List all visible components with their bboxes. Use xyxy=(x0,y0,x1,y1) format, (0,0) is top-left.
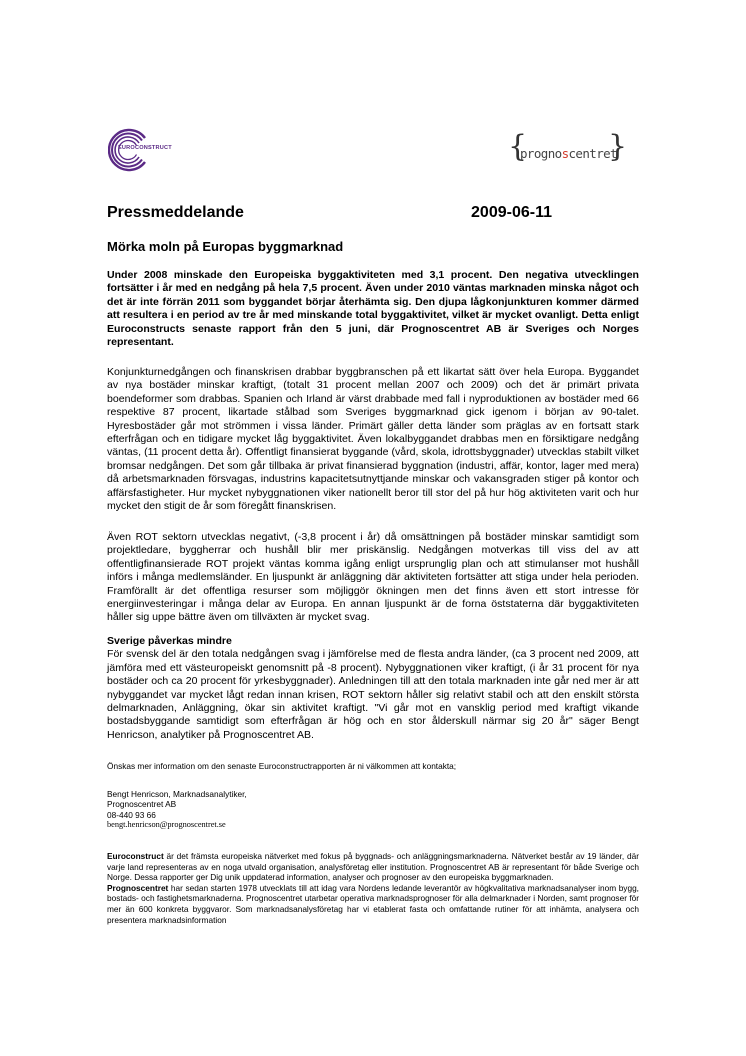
section-heading: Sverige påverkas mindre xyxy=(107,635,232,647)
body-paragraph-1 xyxy=(107,366,639,513)
paragraph-text: Även ROT sektorn utvecklas negativt, (-3,8 procent i år) då omsättningen på bostäder minskar samtidigt som projektledare, byggherrar och hushåll blir mer priskänslig. Nedgången motverkas till viss del av att offentligfinansierade ROT projekt väntas komma igång enligt ursprunglig plan och att stimulanser mot hushåll införs i många medlemsländer. En ljuspunkt är anläggning där aktiviteten fortsätter att stiga under hela perioden. Framförallt är det offentliga resurser som möjliggör ökningen men det finns även ett stort intresse för energiinvesteringar i många delar av Europa. En annan ljuspunkt är de forna öststaterna där byggaktiviteten håller sig uppe bättre även om tillväxten är mycket svag. xyxy=(107,531,639,624)
contact-company: Prognoscentret AB xyxy=(107,799,177,810)
lead-paragraph: Under 2008 minskade den Europeiska byggaktiviteten med 3,1 procent. Den negativa utvecklingen fortsätter i år med en nedgång på hela 7,5 procent. Även under 2010 väntas marknaden minska något och det är inte förrän 2011 som byggandet börjar återhämta sig. Den djupa lågkonjunkturen kommer därmed att resultera i en period av tre år med minskande total byggaktivitet, vilket är mycket ovanligt. Detta enligt Euroconstructs senaste rapport från den 5 juni, där Prognoscentret AB är Sveriges och Norges representant. xyxy=(107,269,639,349)
about-euroconstruct: Euroconstruct är det främsta europeiska nätverket med fokus på byggnads- och anläggningsmarknaderna. Nätverket består av 19 länder, där varje land representeras av en noga utvald organisation, analysföretag eller institution. Prognoscentret AB är representant för både Sverige och Norge. Dessa rapporter ger Dig unik uppdaterad information, analyser och prognoser av den europeiska byggmarknaden. xyxy=(107,851,639,883)
article-title: Mörka moln på Europas byggmarknad xyxy=(107,239,344,254)
euroconstruct-logo-text: EUROCONSTRUCT xyxy=(118,145,172,151)
contact-phone: 08-440 93 66 xyxy=(107,809,156,820)
contact-block xyxy=(107,789,639,831)
prognoscentret-logo xyxy=(508,129,628,172)
release-date: 2009-06-11 xyxy=(471,204,552,221)
prognoscentret-logo-text: prognoscentret xyxy=(520,146,617,161)
contact-intro: Önskas mer information om den senaste Euroconstructrapporten är ni välkommen att kontakta; xyxy=(107,761,457,771)
about-prognoscentret: Prognoscentret har sedan starten 1978 utvecklats till att idag vara Nordens ledande leverantör av högkvalitativa marknadsanalyser inom bygg, bostads- och fastighetsmarknaderna. Prognoscentret utarbetar operativa marknadsprognoser för alla delmarknader i Norden, samt prognoser för mer än 600 konkreta byggvaror. Som marknadsanalysföretag har vi etablerat fasta och omfattande rutiner för att inhämta, analysera och presentera marknadsinformation xyxy=(107,882,639,925)
euroconstruct-logo xyxy=(108,128,188,172)
section-body: För svensk del är den totala nedgången svag i jämförelse med de flesta andra länder, (ca 3 procent ned 2009, att jämföra med ett västeuropeiskt genomsnitt på -8 procent). Nybyggnationen viker kraftigt, (i år 31 procent för nya bostäder och ca 20 procent för yrkesbyggnader). Anledningen till att den totala marknaden inte går ned mer är att nybyggandet var mycket lågt redan innan krisen, ROT sektorn håller sig relativt stabil och att den enskilt största delmarknaden, Anläggning, ökar sin aktivitet kraftigt. "Vi går mot en vansklig period med kraftigt vikande bostadsbyggande samtidigt som efterfrågan är hög och en stor ålderskull närmar sig 20 år" säger Bengt Henricson, analytiker på Prognoscentret AB. xyxy=(107,648,639,741)
paragraph-text: Konjunkturnedgången och finanskrisen drabbar byggbranschen på ett likartat sätt över hela Europa. Byggandet av nya bostäder minskar kraftigt, (totalt 31 procent mellan 2007 och 2009) och det är primärt privata boendeformer som drabbas. Spanien och Irland är värst drabbade med fall i nyproduktionen av bostäder med 66 respektive 87 procent, likartade stålbad som Sveriges byggmarknad gick igenom i början av 90-talet. Hyresbostäder går mot strömmen i vissa länder. Primärt gäller detta länder som präglas av en fortsatt stark efterfrågan och en tidigare mycket låg byggaktivitet. Även lokalbyggandet drabbas men en försiktigare nedgång väntas, (11 procent detta år). Offentligt finansierat byggande (vård, skola, idrottsbyggnader) utvecklas stabilt vilket bromsar nedgången. Det som går tillbaka är privat finansierad byggnation (industri, affär, kontor, lager med mera) då arbetsmarknaden försvagas, industrins kapacitetsutnyttjande minskar och vakansgraden stiger på kontor och affärsfastigheter. Hur mycket nybyggnationen viker nationellt beror till stor del på hur hög aktiviteten varit och hur mycket den stigit de år som föregått finanskrisen. xyxy=(107,366,639,513)
brace-open-icon: { xyxy=(508,129,528,164)
contact-email-link[interactable]: bengt.henricson@prognoscentret.se xyxy=(107,820,226,830)
contact-name: Bengt Henricson, Marknadsanalytiker, xyxy=(107,789,247,799)
footer-about xyxy=(107,851,639,925)
press-header xyxy=(107,204,552,222)
body-paragraph-2 xyxy=(107,531,639,625)
press-release-label: Pressmeddelande xyxy=(107,204,244,221)
brace-close-icon: } xyxy=(608,129,628,164)
sweden-section xyxy=(107,635,639,742)
